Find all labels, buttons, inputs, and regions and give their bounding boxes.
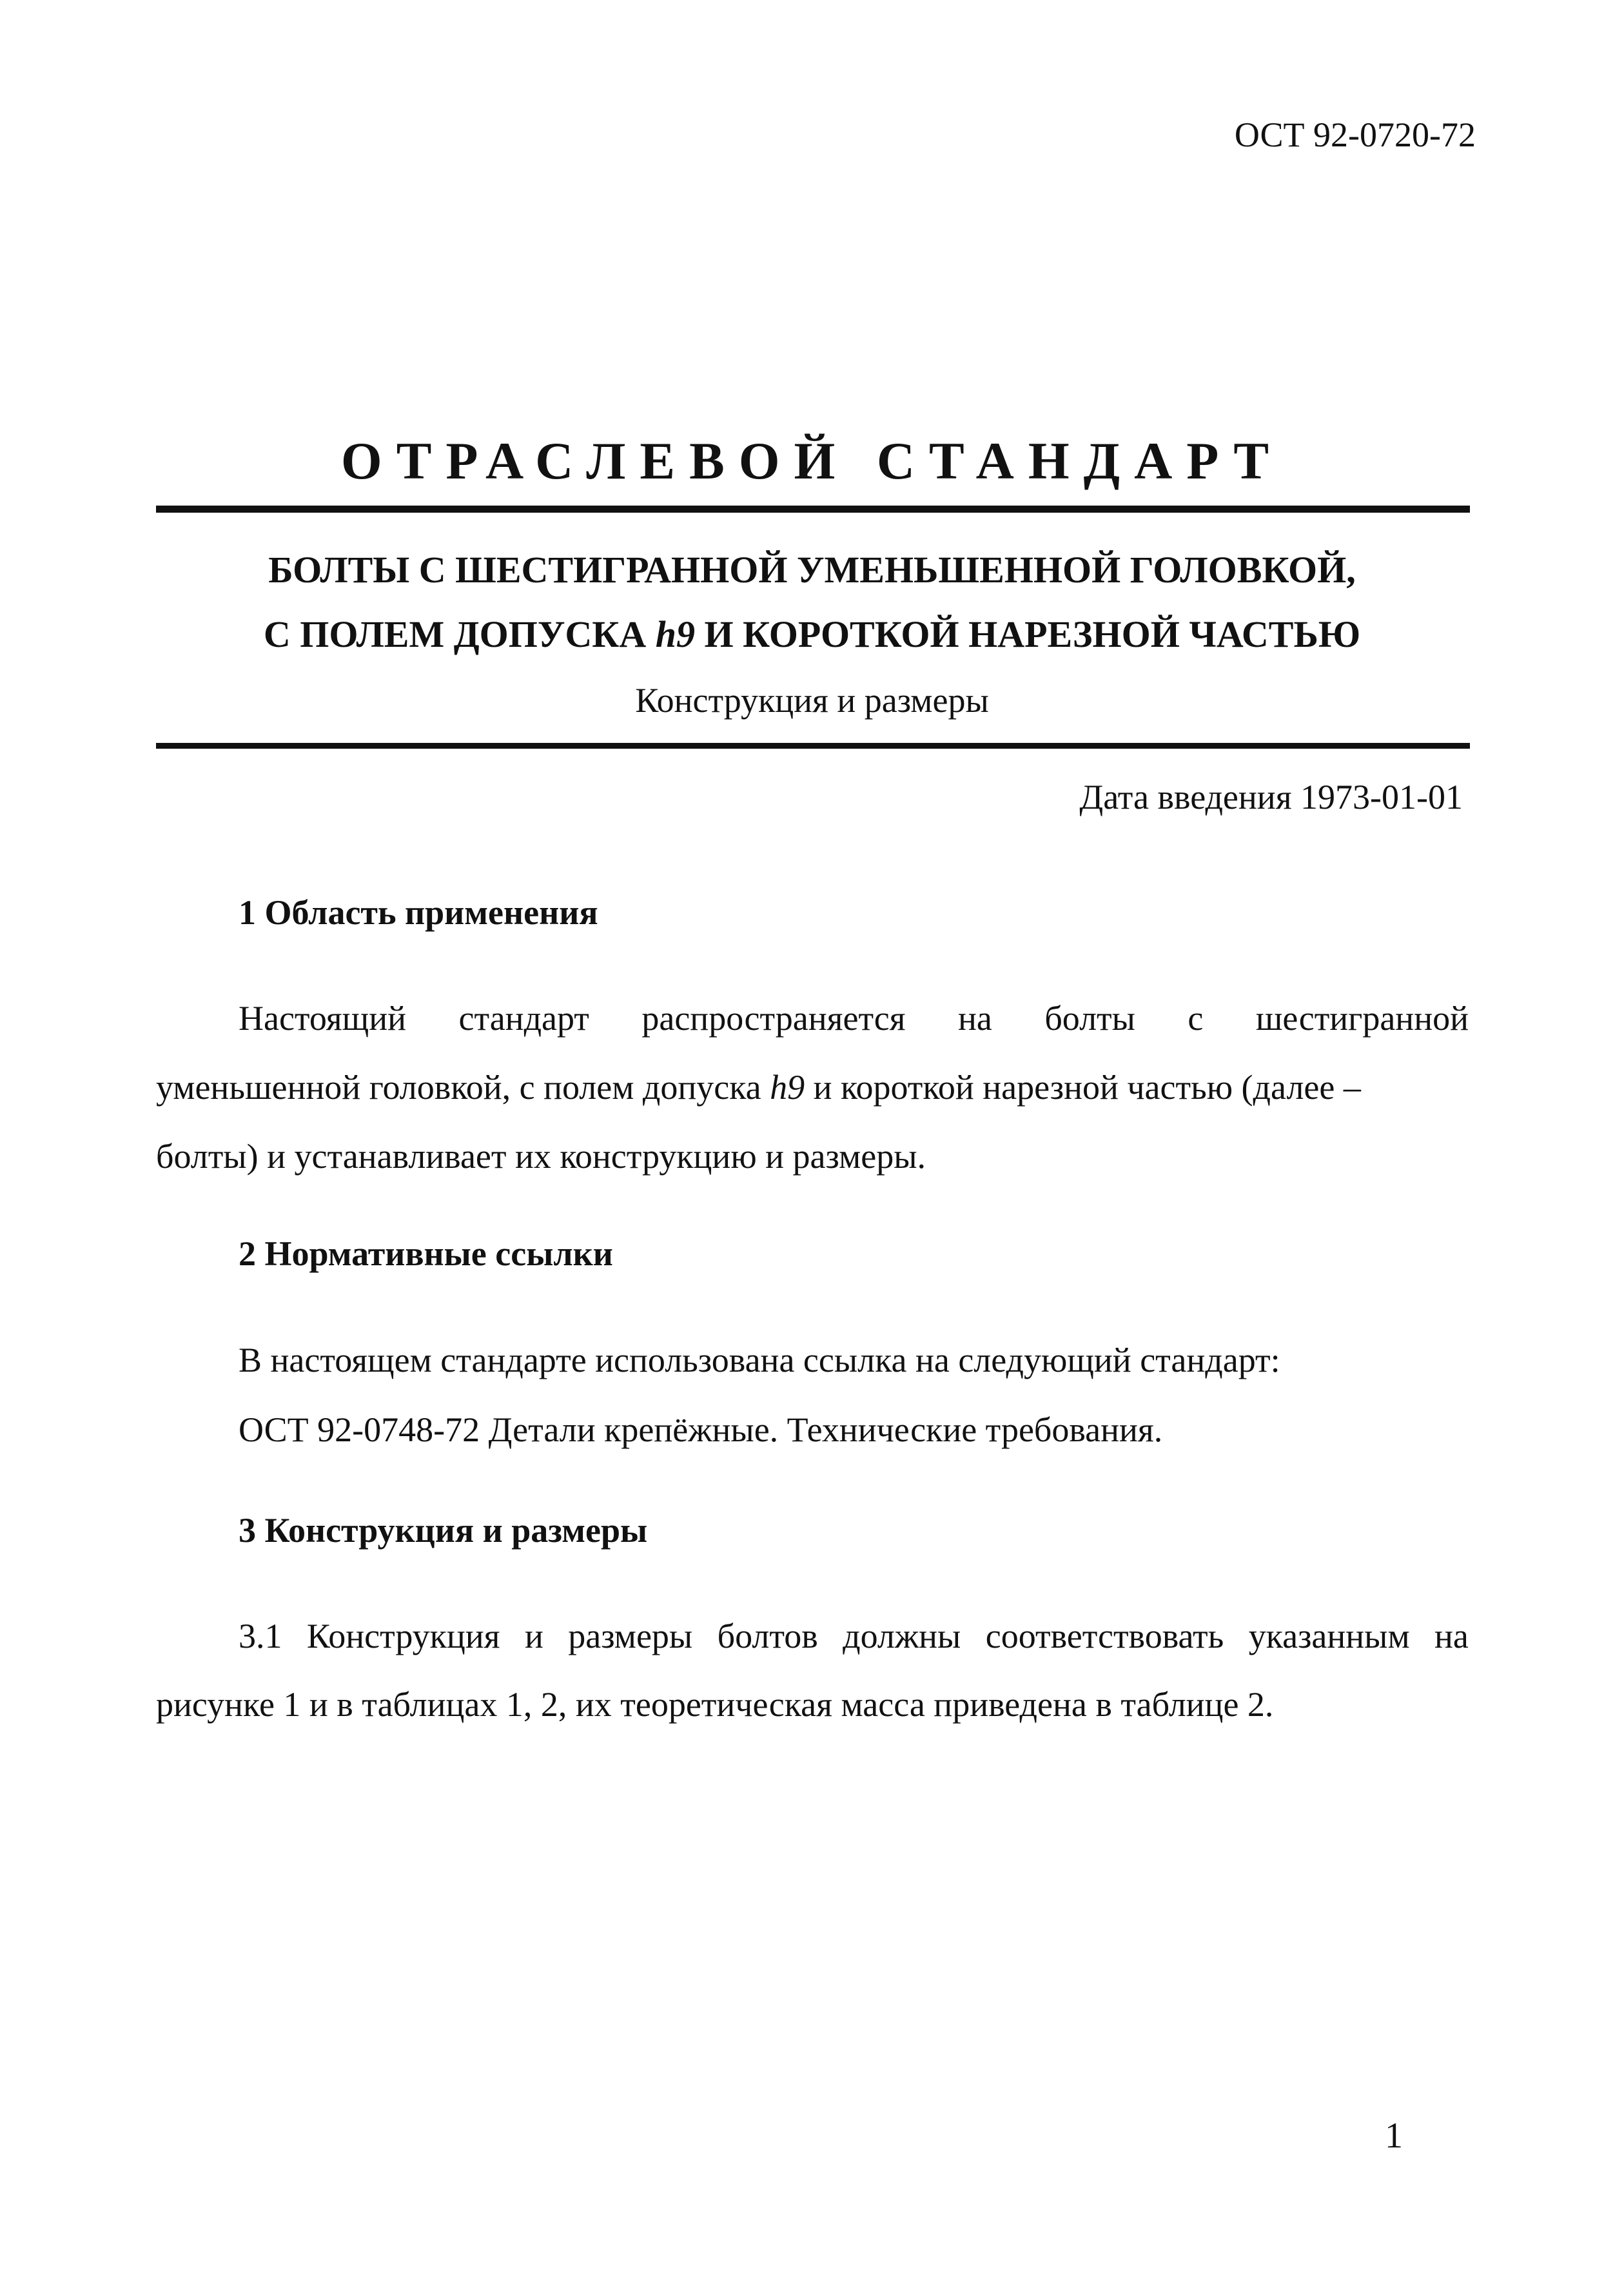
word: Конструкция [306, 1617, 500, 1655]
word: 3.1 [239, 1617, 282, 1655]
section-heading-design-dimensions: 3 Конструкция и размеры [239, 1511, 648, 1550]
title-line-2-part-2: И КОРОТКОЙ НАРЕЗНОЙ ЧАСТЬЮ [695, 613, 1361, 655]
word: на [957, 999, 992, 1038]
scope-paragraph-line-1 [239, 998, 1469, 1038]
standard-type-heading: ОТРАСЛЕВОЙ СТАНДАРТ [340, 431, 1284, 490]
document-title-line-2 [0, 613, 1624, 656]
word: размеры [568, 1617, 693, 1655]
section-heading-scope: 1 Область применения [239, 893, 598, 932]
word: Настоящий [239, 999, 407, 1038]
word: на [1434, 1617, 1469, 1655]
document-title-line-1: БОЛТЫ С ШЕСТИГРАННОЙ УМЕНЬШЕННОЙ ГОЛОВКОЙ, [268, 549, 1356, 591]
references-paragraph-line-1: В настоящем стандарте использована ссылка на следующий стандарт: [239, 1341, 1280, 1379]
tolerance-symbol: h9 [655, 613, 696, 655]
word: указанным [1248, 1617, 1410, 1655]
scope-line-2-part-1: уменьшенной головкой, с полем допуска [156, 1068, 770, 1107]
document-subtitle: Конструкция и размеры [635, 681, 989, 720]
word: с [1188, 999, 1204, 1038]
document-code: ОСТ 92-0720-72 [1234, 115, 1476, 154]
top-rule [156, 506, 1470, 513]
design-paragraph-line-1 [239, 1616, 1469, 1656]
word: соответствовать [985, 1617, 1224, 1655]
word: болтов [717, 1617, 818, 1655]
page-number: 1 [1385, 2116, 1403, 2156]
word: шестигранной [1255, 999, 1469, 1038]
word: стандарт [458, 999, 589, 1038]
scope-paragraph-line-3: болты) и устанавливает их конструкцию и размеры. [156, 1137, 926, 1176]
word: распространяется [641, 999, 906, 1038]
word: болты [1044, 999, 1135, 1038]
scope-line-2-part-2: и короткой нарезной частью (далее – [805, 1068, 1361, 1107]
introduction-date: Дата введения 1973-01-01 [1079, 778, 1463, 816]
word: и [524, 1617, 543, 1655]
word: должны [843, 1617, 961, 1655]
section-heading-normative-references: 2 Нормативные ссылки [239, 1234, 613, 1273]
title-line-2-part-1: С ПОЛЕМ ДОПУСКА [263, 613, 656, 655]
tolerance-symbol: h9 [770, 1068, 805, 1107]
bottom-rule [156, 743, 1470, 749]
references-paragraph-line-2: ОСТ 92-0748-72 Детали крепёжные. Технические требования. [239, 1410, 1163, 1449]
scope-paragraph-line-2 [156, 1067, 1469, 1107]
design-paragraph-line-2: рисунке 1 и в таблицах 1, 2, их теоретическая масса приведена в таблице 2. [156, 1685, 1274, 1724]
